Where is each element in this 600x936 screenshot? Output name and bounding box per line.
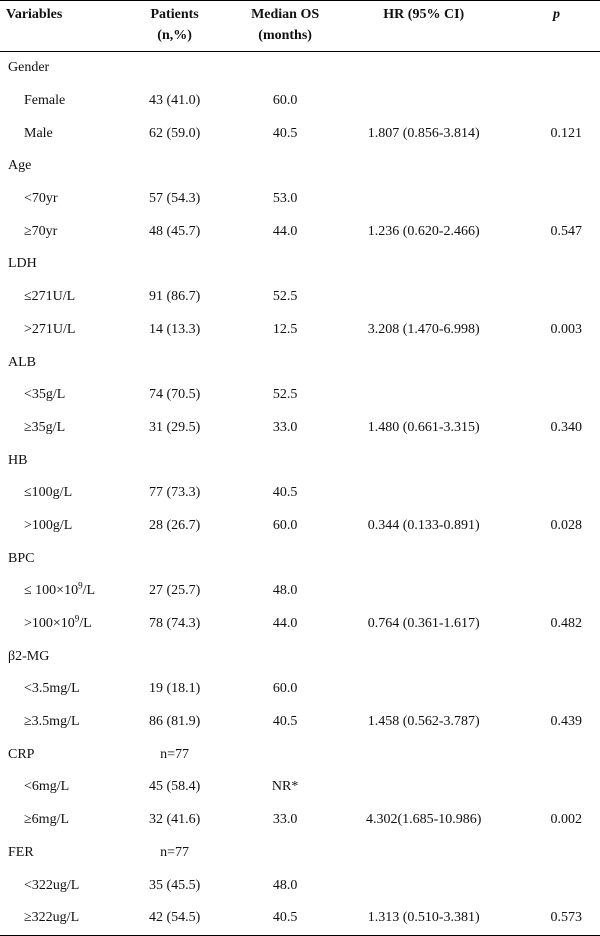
row-hr	[335, 771, 513, 804]
header-median-line2: (months)	[258, 28, 312, 43]
row-patients: 42 (54.5)	[114, 902, 236, 935]
row-patients	[114, 346, 236, 379]
table-row	[0, 85, 600, 118]
table-row	[0, 248, 600, 281]
row-hr	[335, 477, 513, 510]
row-median: 48.0	[272, 877, 298, 893]
row-hr	[335, 52, 513, 85]
row-patients: 48 (45.7)	[148, 223, 201, 239]
table-row	[0, 215, 600, 248]
row-label: <3.5mg/L	[24, 681, 80, 697]
header-median-os	[236, 1, 335, 52]
row-p	[513, 379, 600, 412]
row-patients: 27 (25.7)	[148, 583, 201, 599]
row-patients: 35 (45.5)	[148, 877, 201, 893]
header-patients	[114, 1, 236, 52]
table-row	[0, 771, 600, 804]
header-row	[0, 1, 600, 52]
row-label: <322ug/L	[24, 877, 80, 893]
table-row	[0, 542, 600, 575]
row-median: 12.5	[272, 321, 298, 337]
table-row	[0, 52, 600, 85]
row-label: ≤271U/L	[24, 289, 76, 305]
row-hr	[335, 379, 513, 412]
row-label: ≥35g/L	[24, 419, 66, 435]
row-label: >271U/L	[24, 321, 76, 337]
row-median: NR*	[271, 779, 299, 795]
row-hr	[335, 837, 513, 870]
row-label-main: ≤ 100×10	[24, 583, 79, 599]
row-median	[236, 346, 335, 379]
row-median: 44.0	[272, 223, 298, 239]
row-hr: 0.764 (0.361-1.617)	[367, 616, 480, 632]
row-hr: 1.313 (0.510-3.381)	[335, 902, 513, 935]
row-median: 48.0	[272, 583, 298, 599]
row-p	[513, 183, 600, 216]
row-median: 33.0	[272, 419, 298, 435]
row-label: ≥70yr	[24, 223, 58, 239]
row-hr	[335, 150, 513, 183]
row-hr	[335, 575, 513, 608]
row-median: 53.0	[272, 191, 298, 207]
row-hr	[335, 640, 513, 673]
row-median	[236, 248, 335, 281]
header-patients-line1: Patients	[150, 7, 199, 22]
row-median: 60.0	[272, 681, 298, 697]
table-row	[0, 477, 600, 510]
row-p	[513, 52, 600, 85]
row-hr: 4.302(1.685-10.986)	[365, 812, 482, 828]
table-row	[0, 314, 600, 347]
row-hr	[335, 542, 513, 575]
row-median	[236, 52, 335, 85]
row-patients: 86 (81.9)	[148, 714, 201, 730]
row-hr	[335, 183, 513, 216]
table-row	[0, 706, 600, 739]
table-row	[0, 346, 600, 379]
row-hr	[335, 248, 513, 281]
row-patients	[114, 542, 236, 575]
table-row	[0, 608, 600, 641]
row-median	[236, 640, 335, 673]
row-label-exponent: 9	[78, 580, 83, 591]
row-label-unit: /L	[79, 616, 92, 632]
row-patients	[114, 52, 236, 85]
header-patients-line2: (n,%)	[157, 28, 192, 43]
row-label: LDH	[8, 256, 37, 272]
row-median	[236, 150, 335, 183]
header-hr: HR (95% CI)	[335, 1, 513, 52]
row-hr: 3.208 (1.470-6.998)	[367, 321, 480, 337]
row-hr	[335, 444, 513, 477]
row-p	[513, 85, 600, 118]
table-row	[0, 869, 600, 902]
row-patients: 74 (70.5)	[148, 387, 201, 403]
table-row	[0, 804, 600, 837]
header-p-value: p	[513, 1, 600, 52]
row-p: 0.002	[550, 812, 582, 828]
row-patients: 77 (73.3)	[148, 485, 201, 501]
row-hr	[335, 673, 513, 706]
table-row	[0, 673, 600, 706]
row-median: 52.5	[272, 289, 298, 305]
row-p: 0.003	[550, 321, 582, 337]
row-patients: n=77	[160, 844, 190, 860]
row-hr: 0.344 (0.133-0.891)	[367, 517, 480, 533]
row-p	[513, 477, 600, 510]
row-label	[0, 608, 114, 641]
table-row	[0, 281, 600, 314]
table-row	[0, 640, 600, 673]
row-hr: 1.458 (0.562-3.787)	[367, 714, 480, 730]
row-patients: 78 (74.3)	[148, 616, 201, 632]
row-label: BPC	[8, 550, 35, 566]
table-row	[0, 117, 600, 150]
row-median	[236, 542, 335, 575]
row-p	[513, 248, 600, 281]
row-p	[513, 673, 600, 706]
row-patients: 57 (54.3)	[148, 191, 201, 207]
row-hr	[335, 281, 513, 314]
row-patients: 32 (41.6)	[148, 812, 201, 828]
table-row	[0, 150, 600, 183]
row-median: 33.0	[272, 812, 298, 828]
row-patients: 19 (18.1)	[148, 681, 201, 697]
row-median: 40.5	[272, 714, 298, 730]
row-median: 40.5	[236, 902, 335, 935]
row-hr: 1.807 (0.856-3.814)	[367, 125, 480, 141]
row-p	[513, 444, 600, 477]
row-p: 0.121	[550, 125, 582, 141]
row-patients: 28 (26.7)	[148, 517, 201, 533]
row-p: 0.340	[550, 419, 582, 435]
row-p	[513, 150, 600, 183]
row-hr	[335, 346, 513, 379]
row-p: 0.028	[550, 517, 582, 533]
row-p: 0.547	[550, 223, 582, 239]
row-label	[0, 575, 114, 608]
row-label-exponent: 9	[74, 613, 80, 624]
table-header	[0, 1, 600, 52]
row-p	[513, 281, 600, 314]
row-p	[513, 640, 600, 673]
row-label: ≥6mg/L	[24, 812, 70, 828]
row-label: <6mg/L	[24, 779, 70, 795]
row-patients: 43 (41.0)	[148, 93, 201, 109]
row-p	[513, 771, 600, 804]
row-median: 44.0	[272, 616, 298, 632]
row-median: 52.5	[272, 387, 298, 403]
table-row	[0, 444, 600, 477]
row-patients	[114, 150, 236, 183]
row-label: ≥3.5mg/L	[24, 714, 80, 730]
table-row	[0, 183, 600, 216]
row-hr	[335, 738, 513, 771]
table-row	[0, 510, 600, 543]
row-label: <70yr	[24, 191, 58, 207]
row-label: Male	[24, 125, 53, 141]
row-label: ALB	[8, 354, 36, 370]
row-hr	[335, 85, 513, 118]
row-p	[513, 738, 600, 771]
row-median: 60.0	[272, 517, 298, 533]
row-median: 60.0	[272, 93, 298, 109]
header-variables: Variables	[0, 1, 114, 52]
row-label-unit: /L	[82, 583, 96, 599]
row-p: 0.573	[513, 902, 600, 935]
row-patients: n=77	[160, 746, 190, 762]
row-p: 0.439	[550, 714, 582, 730]
row-label: ≤100g/L	[24, 485, 73, 501]
row-label: ≥322ug/L	[0, 902, 114, 935]
row-p	[513, 869, 600, 902]
table-row	[0, 902, 600, 935]
row-label: β2-MG	[8, 648, 50, 664]
row-median	[236, 837, 335, 870]
row-patients	[114, 248, 236, 281]
row-patients	[114, 640, 236, 673]
row-p	[513, 837, 600, 870]
row-hr: 1.236 (0.620-2.466)	[367, 223, 480, 239]
row-label-main: >100×10	[24, 616, 75, 632]
row-patients: 45 (58.4)	[148, 779, 201, 795]
table-row	[0, 837, 600, 870]
row-median	[236, 738, 335, 771]
row-label: FER	[8, 844, 34, 860]
table-row	[0, 379, 600, 412]
table-body	[0, 52, 600, 936]
row-label: Gender	[8, 60, 50, 76]
row-median: 40.5	[272, 485, 298, 501]
row-p	[513, 346, 600, 379]
row-patients: 31 (29.5)	[148, 419, 201, 435]
row-p	[513, 542, 600, 575]
row-patients: 62 (59.0)	[148, 125, 201, 141]
row-patients: 91 (86.7)	[148, 289, 201, 305]
row-label: <35g/L	[24, 387, 66, 403]
row-label: >100g/L	[24, 517, 73, 533]
row-label: Age	[8, 158, 32, 174]
header-median-line1: Median OS	[251, 7, 320, 22]
row-label: Female	[24, 93, 66, 109]
row-patients: 14 (13.3)	[148, 321, 201, 337]
row-p	[513, 575, 600, 608]
row-p: 0.482	[550, 616, 582, 632]
table-row	[0, 575, 600, 608]
row-hr: 1.480 (0.661-3.315)	[367, 419, 480, 435]
table-row	[0, 412, 600, 445]
row-hr	[335, 869, 513, 902]
row-median: 40.5	[272, 125, 298, 141]
row-label: HB	[8, 452, 28, 468]
row-label: CRP	[8, 746, 35, 762]
row-median	[236, 444, 335, 477]
row-patients	[114, 444, 236, 477]
table-row	[0, 738, 600, 771]
